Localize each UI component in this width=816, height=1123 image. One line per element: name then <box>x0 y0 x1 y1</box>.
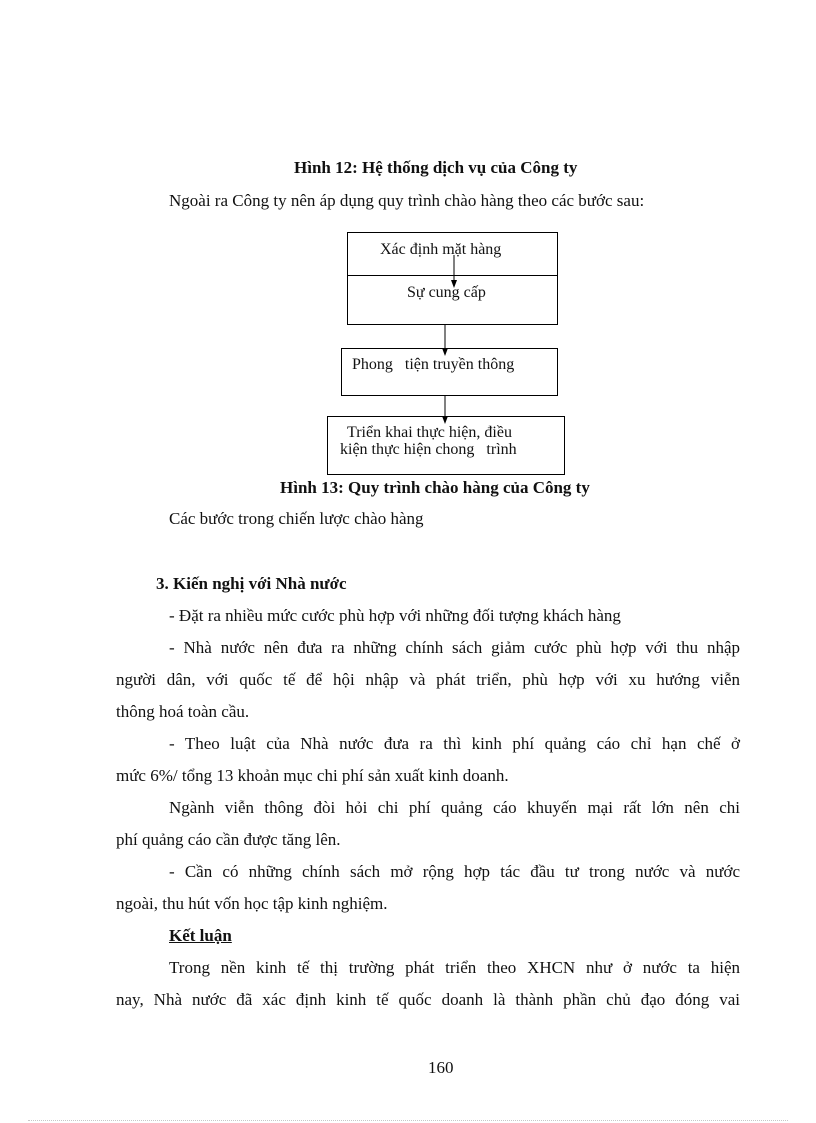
figure-12-caption: Hình 12: Hệ thống dịch vụ của Công ty <box>294 158 578 177</box>
paragraph-6-line-2: nay, Nhà nước đã xác định kinh tế quốc doanh là thành phần chủ đạo đóng vai <box>116 990 740 1009</box>
figure-13-caption: Hình 13: Quy trình chào hàng của Công ty <box>280 478 590 497</box>
paragraph-4-line-2: phí quảng cáo cần được tăng lên. <box>116 830 341 849</box>
flowchart-step-1: Xác định mặt hàng <box>380 241 502 258</box>
paragraph-2-line-1: - Nhà nước nên đưa ra những chính sách giảm cước phù hợp với thu nhập <box>169 638 740 657</box>
paragraph-2-line-2: người dân, với quốc tế để hội nhập và phát triển, phù hợp với xu hướng viễn <box>116 670 740 689</box>
paragraph-5-line-2: ngoài, thu hút vốn học tập kinh nghiệm. <box>116 894 388 913</box>
intro-line: Ngoài ra Công ty nên áp dụng quy trình chào hàng theo các bước sau: <box>169 191 645 210</box>
flowchart-step-3: Phong tiện truyền thông <box>352 356 515 373</box>
page-number: 160 <box>428 1058 454 1077</box>
flowchart-step-4-line-1: Triển khai thực hiện, điều <box>347 424 512 441</box>
page-bottom-divider <box>28 1120 788 1121</box>
paragraph-6-line-1: Trong nền kinh tế thị trường phát triển theo XHCN như ở nước ta hiện <box>169 958 740 977</box>
paragraph-4-line-1: Ngành viễn thông đòi hỏi chi phí quảng cáo khuyến mại rất lớn nên chi <box>169 798 740 817</box>
conclusion-heading: Kết luận <box>169 926 232 945</box>
paragraph-3-line-2: mức 6%/ tổng 13 khoản mục chi phí sản xuất kinh doanh. <box>116 766 509 785</box>
section-heading: 3. Kiến nghị với Nhà nước <box>156 574 347 593</box>
paragraph-2-line-3: thông hoá toàn cầu. <box>116 702 250 721</box>
paragraph-1: - Đặt ra nhiều mức cước phù hợp với những đối tượng khách hàng <box>169 606 621 625</box>
paragraph-3-line-1: - Theo luật của Nhà nước đưa ra thì kinh phí quảng cáo chỉ hạn chế ở <box>169 734 740 753</box>
flowchart-step-2: Sự cung cấp <box>407 284 486 301</box>
steps-line: Các bước trong chiến lược chào hàng <box>169 509 424 528</box>
flowchart-step-4-line-2: kiện thực hiện chong trình <box>340 441 517 458</box>
paragraph-5-line-1: - Cần có những chính sách mở rộng hợp tác đầu tư trong nước và nước <box>169 862 740 881</box>
